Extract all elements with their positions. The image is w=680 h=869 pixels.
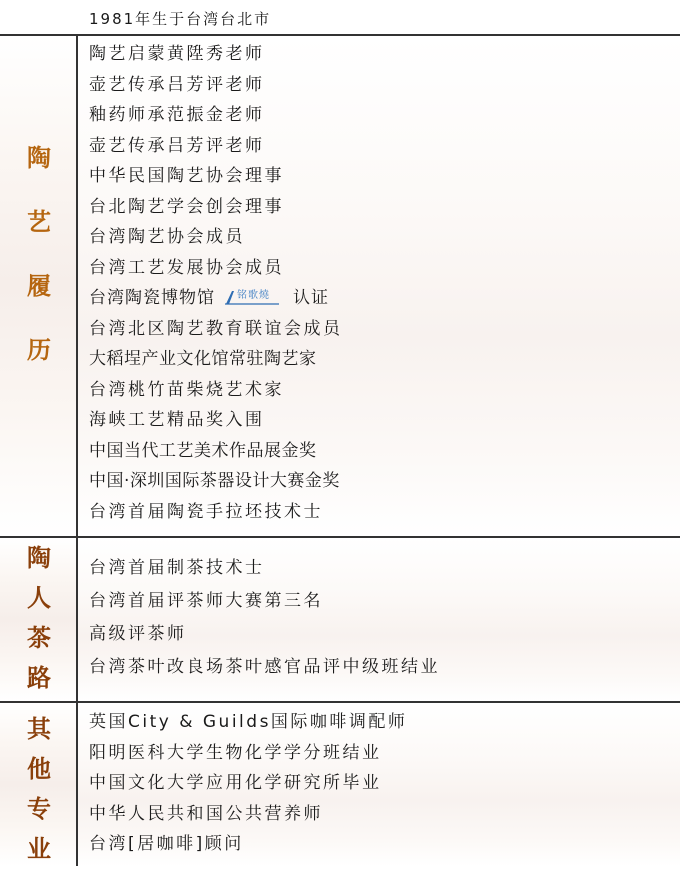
section-heading-cell [0, 36, 78, 536]
list-item: 阳明医科大学生物化学学分班结业 [89, 743, 382, 763]
list-item: 釉药师承范振金老师 [89, 105, 265, 125]
brand-logo [223, 288, 281, 306]
list-item: 中国当代工艺美术作品展金奖 [89, 441, 317, 461]
heading-char: 业 [27, 834, 51, 863]
resume-table [0, 34, 680, 866]
heading-char: 路 [27, 663, 51, 692]
section-ceramics-resume [0, 36, 680, 536]
list-item: 台湾工艺发展协会成员 [89, 258, 284, 278]
heading-char: 艺 [27, 207, 51, 236]
list-item: 台湾桃竹苗柴烧艺术家 [89, 380, 284, 400]
list-item: 台北陶艺学会创会理事 [89, 197, 284, 217]
list-item: 壶艺传承吕芳评老师 [89, 136, 265, 156]
heading-char: 茶 [27, 623, 51, 652]
list-item: 台湾[居咖啡]顾问 [89, 834, 244, 854]
section-other-expertise [0, 703, 680, 866]
heading-char: 人 [27, 583, 51, 612]
list-item: 台湾陶艺协会成员 [89, 227, 245, 247]
section-heading-cell [0, 538, 78, 701]
brand-logo-text: 铭歌燒 [237, 290, 270, 301]
heading-char: 他 [27, 754, 51, 783]
section-heading-cell [0, 703, 78, 866]
list-item: 台湾首届陶瓷手拉坯技术士 [89, 502, 323, 522]
list-item: 陶艺启蒙黄陞秀老师 [89, 44, 265, 64]
list-item-museum [89, 287, 329, 309]
heading-char: 历 [27, 335, 51, 364]
list-item: 英国City & Guilds国际咖啡调配师 [89, 712, 408, 732]
list-item: 海峡工艺精品奖入围 [89, 410, 265, 430]
list-item: 台湾北区陶艺教育联谊会成员 [89, 319, 343, 339]
heading-char: 履 [27, 271, 51, 300]
list-item: 中国文化大学应用化学研究所毕业 [89, 773, 382, 793]
heading-char: 专 [27, 794, 51, 823]
list-item: 台湾首届评茶师大赛第三名 [89, 591, 323, 611]
museum-name: 台湾陶瓷博物馆 [89, 288, 215, 308]
list-item: 台湾茶叶改良场茶叶感官品评中级班结业 [89, 657, 440, 677]
certification-label: 认证 [293, 288, 329, 308]
list-item: 高级评茶师 [89, 624, 187, 644]
list-item: 中国·深圳国际茶器设计大赛金奖 [89, 471, 340, 491]
heading-char: 其 [27, 714, 51, 743]
section-tea-path [0, 538, 680, 701]
list-item: 台湾首届制茶技术士 [89, 558, 265, 578]
heading-char: 陶 [27, 543, 51, 572]
list-item: 中华民国陶艺协会理事 [89, 166, 284, 186]
list-item: 大稻埕产业文化馆常驻陶艺家 [89, 349, 317, 369]
heading-char: 陶 [27, 143, 51, 172]
list-item: 中华人民共和国公共营养师 [89, 804, 323, 824]
list-item: 壶艺传承吕芳评老师 [89, 75, 265, 95]
birth-info: 1981年生于台湾台北市 [89, 10, 272, 28]
